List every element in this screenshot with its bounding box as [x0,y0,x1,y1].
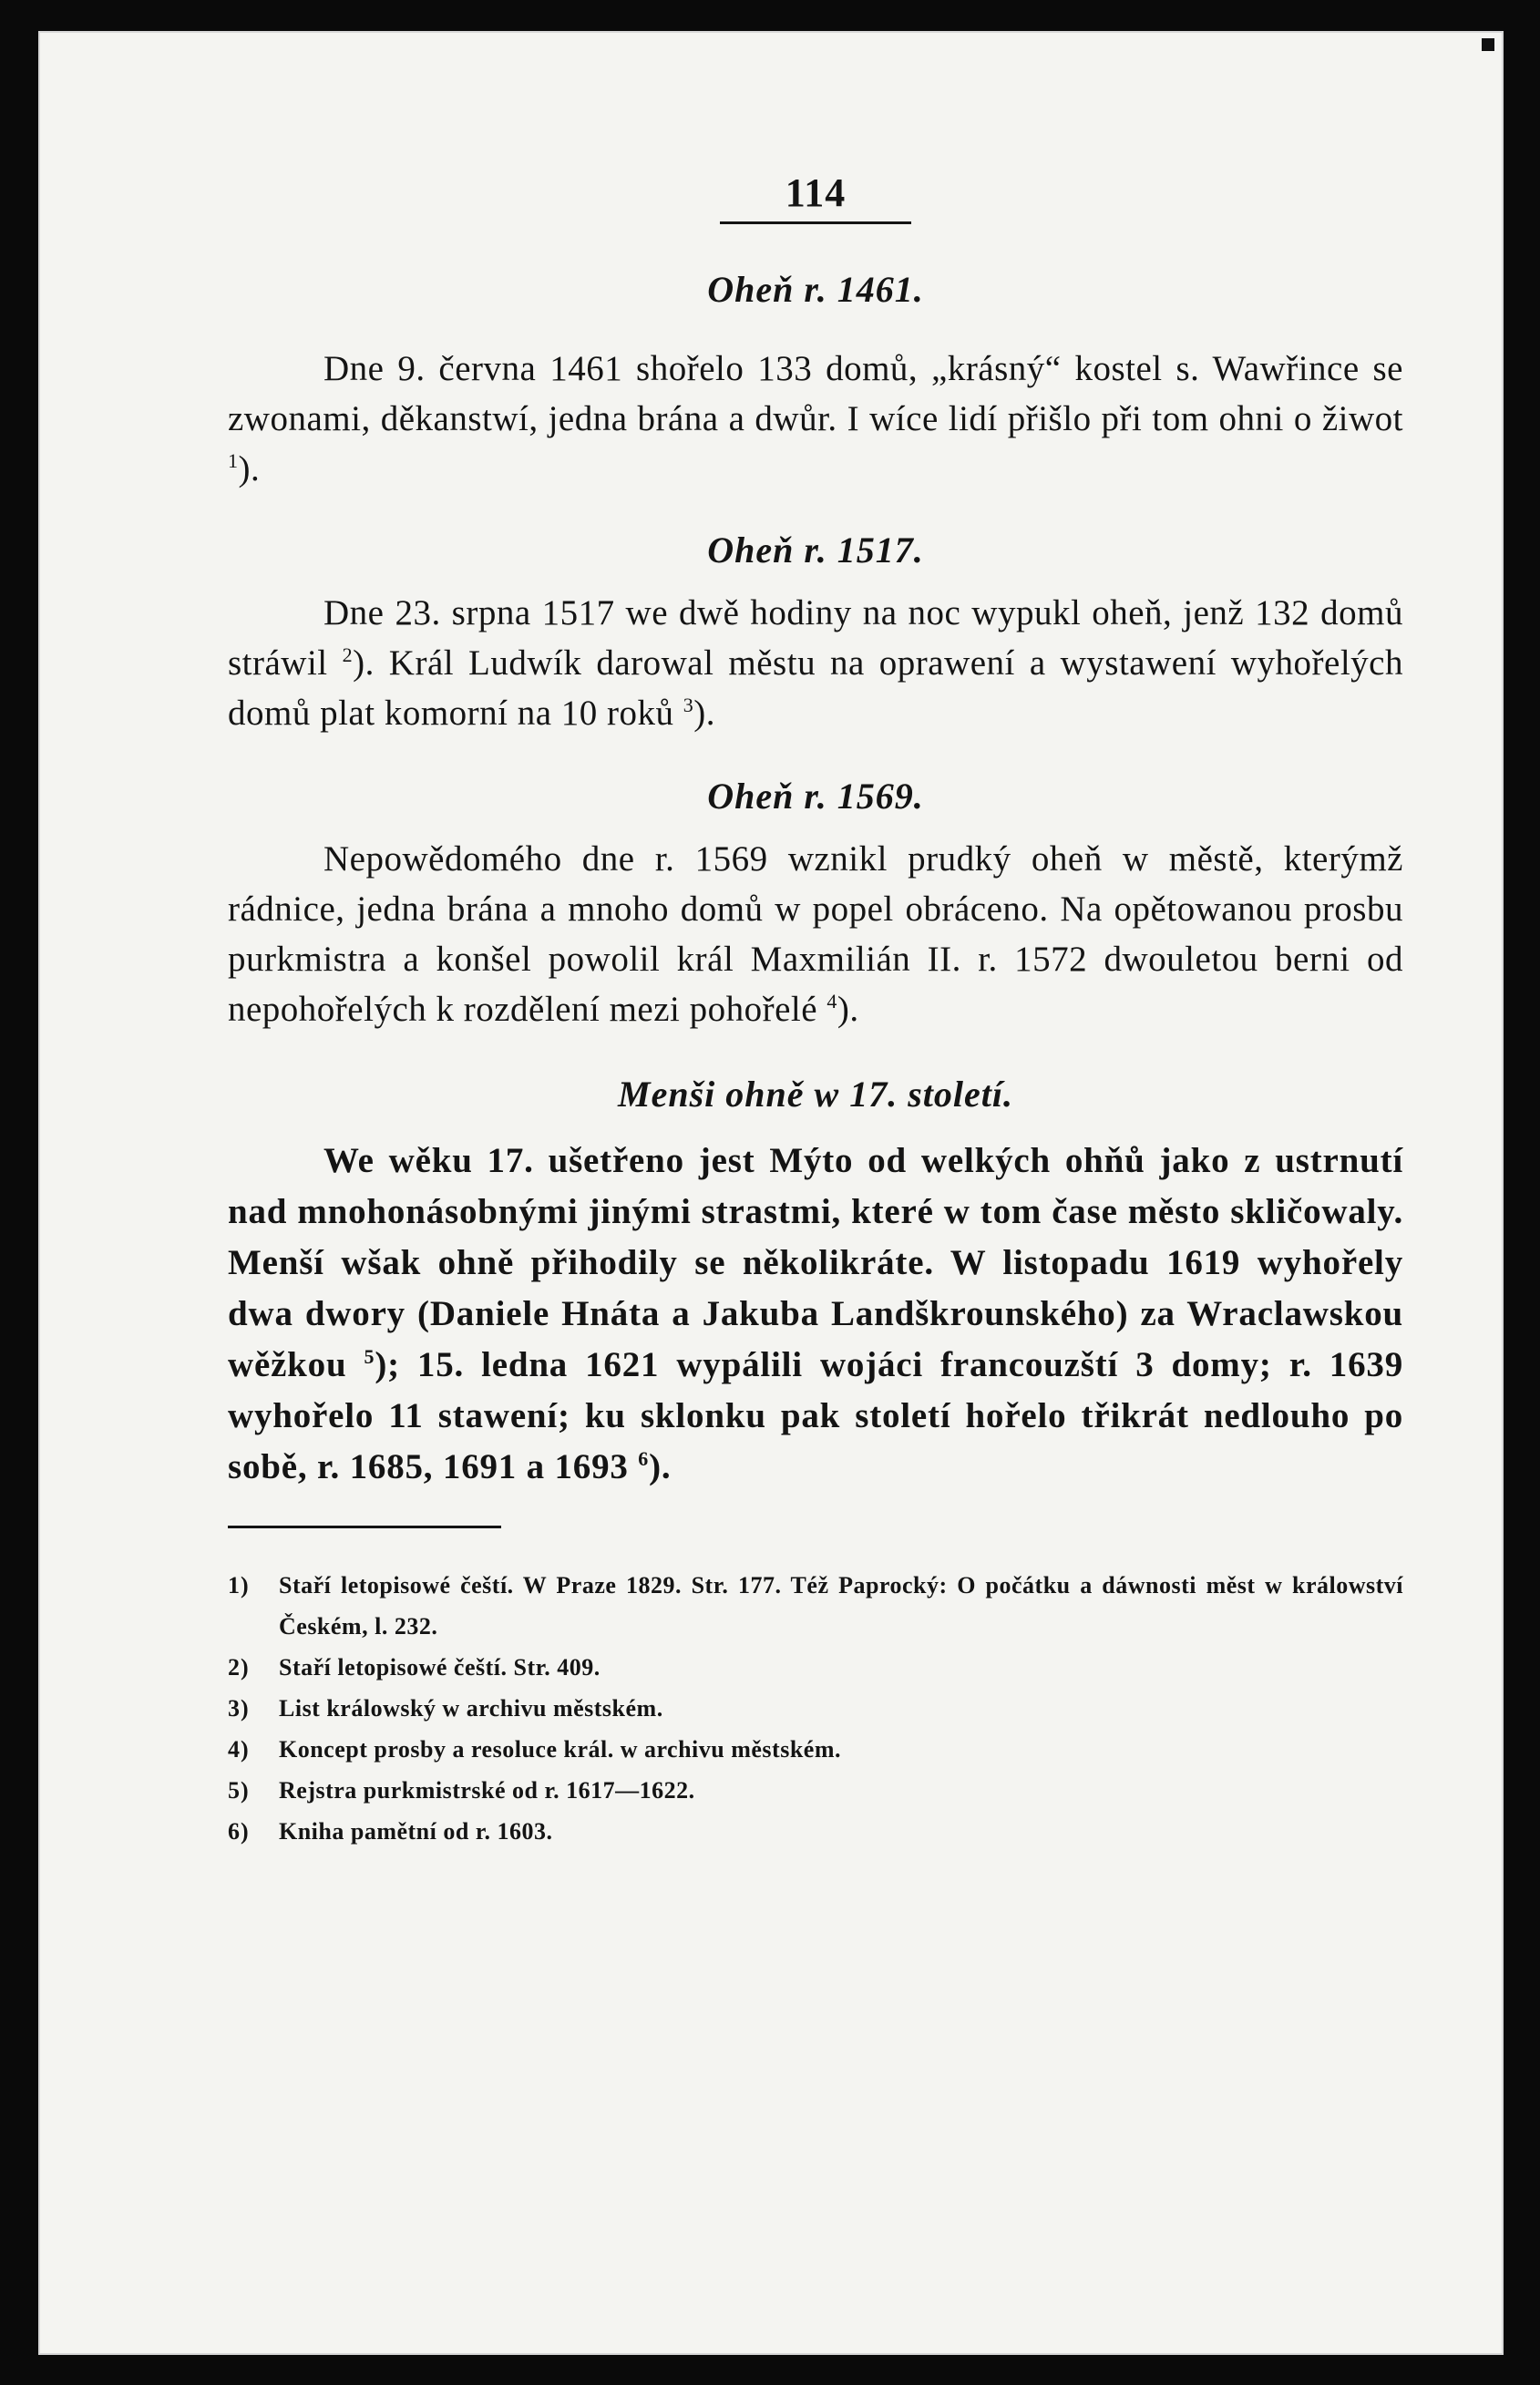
footnote-text: List králowský w archivu městském. [279,1695,663,1722]
footnote-ref: 6 [638,1447,650,1470]
section-title-fire-1569: Oheň r. 1569. [707,776,924,817]
footnote-mark: 2) [228,1654,250,1681]
paragraph-text: Nepowědomého dne r. 1569 wznikl prudký oheň w městě, kterýmž rádnice, jedna brána a mnoho domů w popel obráceno. Na opětowanou prosbu purkmistra a konšel powolil král Maxmilián II. r. 1572 dwouletou berni od nepohořelých k rozdělení mezi pohořelé [228,839,1403,1029]
page-number: 114 [785,170,847,215]
footnote-2 [228,1647,1403,1688]
footnote-text: Staří letopisowé čeští. W Praze 1829. Str. 177. Též Paprocký: O počátku a dáwnosti měst w králowství Českém, l. 232. [279,1572,1403,1640]
book-page [38,31,1504,2355]
footnote-4 [228,1729,1403,1770]
footnote-text: Staří letopisowé čeští. Str. 409. [279,1654,601,1681]
paragraph-text: ); 15. ledna 1621 wypálili wojáci francouzští 3 domy; r. 1639 wyhořelo 11 stawení; ku sklonku pak století hořelo třikrát nedlouho po sobě, r. 1685, 1691 a 1693 [228,1345,1403,1486]
paragraph-smaller-fires [228,1136,1403,1493]
footnote-mark: 4) [228,1736,250,1763]
paragraph-fire-1569 [228,834,1403,1034]
paragraph-text: ). [693,694,716,733]
footnote-mark: 6) [228,1818,250,1845]
paragraph-fire-1517 [228,588,1403,738]
footnote-text: Koncept prosby a resoluce král. w archivu městském. [279,1736,841,1763]
footnote-mark: 1) [228,1572,250,1599]
page-content [228,142,1403,1852]
section-title-fire-1517: Oheň r. 1517. [707,529,924,571]
footnote-ref: 3 [683,694,694,716]
paragraph-text: Dne 9. června 1461 shořelo 133 domů, „krásný“ kostel s. Wawřince se zwonami, děkanstwí, jedna brána a dwůr. I wíce lidí přišlo při tom ohni o žiwot [228,349,1403,438]
footnote-ref: 4 [826,990,837,1013]
footnote-text: Kniha pamětní od r. 1603. [279,1818,553,1845]
footnote-ref: 2 [342,643,354,666]
footnote-1 [228,1565,1403,1647]
paragraph-text: ). Král Ludwík darowal městu na oprawení a wystawení wyhořelých domů plat komorní na 10 roků [228,643,1403,733]
paragraph-fire-1461 [228,344,1403,494]
footnote-text: Rejstra purkmistrské od r. 1617—1622. [279,1777,695,1804]
paragraph-text: Dne 23. srpna 1517 we dwě hodiny na noc wypukl oheň, jenž 132 domů stráwil [228,593,1403,683]
paragraph-text: ). [837,990,859,1029]
footnote-3 [228,1688,1403,1729]
footnote-6 [228,1811,1403,1852]
section-title-fire-1461: Oheň r. 1461. [707,269,924,310]
footnote-mark: 3) [228,1695,250,1722]
footnote-separator [228,1526,501,1528]
footnote-5 [228,1770,1403,1811]
paragraph-text: ). [649,1447,672,1486]
paragraph-text: ). [238,449,261,488]
section-title-smaller-fires: Menši ohně w 17. století. [618,1074,1013,1115]
paragraph-text: We wěku 17. ušetřeno jest Mýto od welkých ohňů jako z ustrnutí nad mnohonásobnými jinými strastmi, které w tom čase město skličowaly. Menší wšak ohně přihodily se několikráte. W listopadu 1619 wyhořely dwa dwory (Daniele Hnáta a Jakuba Landškrounského) za Wraclawskou wěžkou [228,1141,1403,1384]
corner-mark [1482,38,1494,51]
footnotes [228,1565,1403,1852]
footnote-ref: 1 [228,449,239,472]
page-number-rule [720,221,911,224]
footnote-ref: 5 [364,1345,375,1368]
footnote-mark: 5) [228,1777,250,1804]
